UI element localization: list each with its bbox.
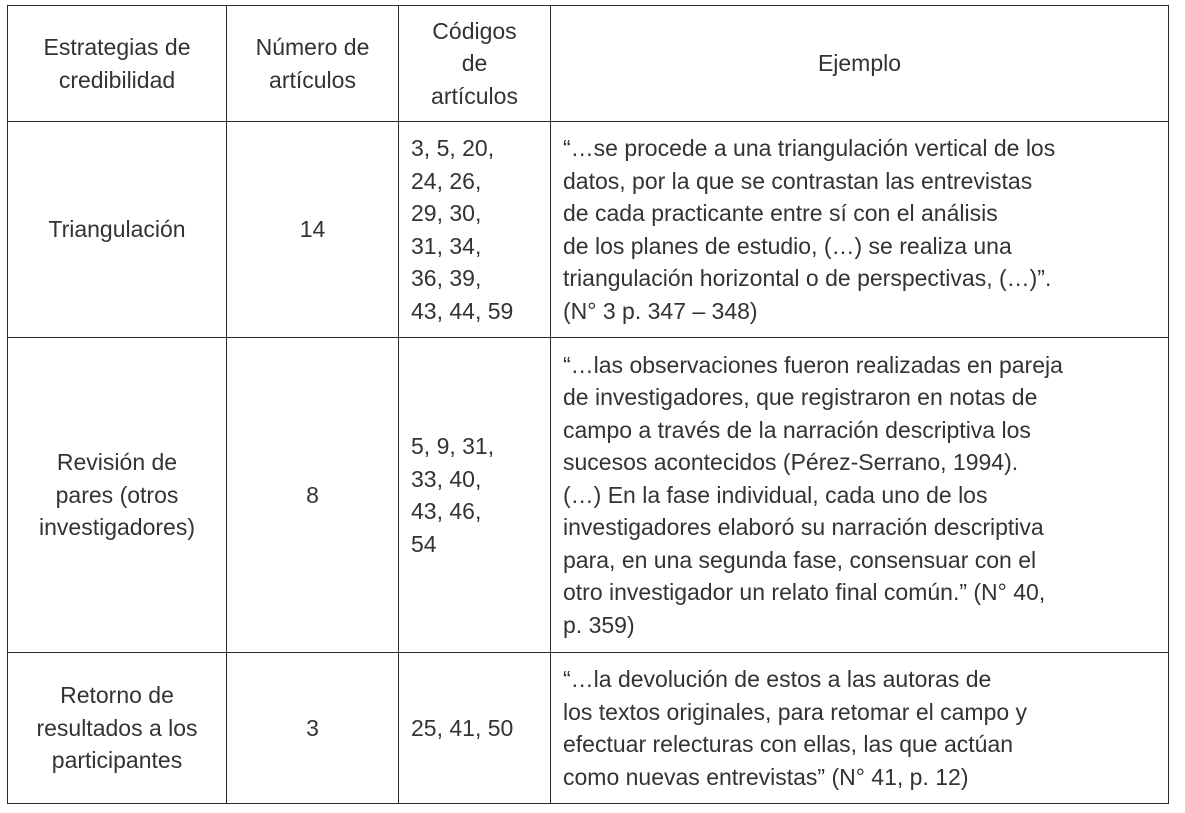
strategy-line: resultados a los xyxy=(36,714,198,741)
example-line: triangulación horizontal o de perspectivas, (…)”. xyxy=(563,265,1052,291)
header-example-line: Ejemplo xyxy=(817,50,902,77)
header-row xyxy=(8,6,1169,122)
count-cell: 3 xyxy=(227,653,399,804)
codes-line: 43, 44, 59 xyxy=(411,297,514,324)
strategy-cell xyxy=(8,653,227,804)
example-line: “…la devolución de estos a las autoras de xyxy=(563,666,992,692)
codes-line: 3, 5, 20, xyxy=(411,135,495,161)
example-cell xyxy=(551,122,1169,338)
example-cell xyxy=(551,653,1169,804)
example-line: (N° 3 p. 347 – 348) xyxy=(563,297,758,324)
table-row xyxy=(8,122,1169,338)
example-line: otro investigador un relato final común.” (N° 40, xyxy=(563,579,1046,606)
example-line: datos, por la que se contrastan las entrevistas xyxy=(563,167,1033,194)
codes-cell xyxy=(399,338,551,653)
example-line: p. 359) xyxy=(563,611,635,638)
example-line: los textos originales, para retomar el campo y xyxy=(563,698,1028,725)
codes-line: 29, 30, xyxy=(411,200,482,226)
codes-line: 54 xyxy=(411,530,437,557)
table-row xyxy=(8,653,1169,804)
strategy-line: pares (otros xyxy=(55,481,179,508)
codes-line: 25, 41, 50 xyxy=(411,714,514,741)
example-line: de investigadores, que registraron en notas de xyxy=(563,384,1038,411)
codes-line: 43, 46, xyxy=(411,498,482,524)
credibility-strategies-table xyxy=(7,5,1169,804)
header-codes xyxy=(399,6,551,122)
strategy-line: Triangulación xyxy=(48,216,186,243)
example-line: (…) En la fase individual, cada uno de los xyxy=(563,481,988,508)
example-line: “…las observaciones fueron realizadas en pareja xyxy=(563,351,1063,378)
count-cell: 8 xyxy=(227,338,399,653)
codes-cell xyxy=(399,122,551,338)
strategy-line: Revisión de xyxy=(56,449,178,476)
table-row xyxy=(8,338,1169,653)
example-line: sucesos acontecidos (Pérez-Serrano, 1994). xyxy=(563,449,1019,476)
example-cell xyxy=(551,338,1169,653)
example-line: de cada practicante entre sí con el análisis xyxy=(563,200,998,226)
count-cell: 14 xyxy=(227,122,399,338)
example-line: de los planes de estudio, (…) se realiza una xyxy=(563,232,1012,259)
header-strategy xyxy=(8,6,227,122)
example-line: efectuar relecturas con ellas, las que actúan xyxy=(563,731,1014,757)
codes-line: 5, 9, 31, xyxy=(411,433,495,459)
codes-line: 24, 26, xyxy=(411,167,482,194)
strategy-line: investigadores) xyxy=(39,514,195,541)
header-count-line: Número de xyxy=(255,34,370,60)
strategy-cell xyxy=(8,122,227,338)
example-line: campo a través de la narración descriptiva los xyxy=(563,416,1031,443)
header-codes-line: Códigos xyxy=(432,17,517,44)
header-strategy-line: Estrategias de xyxy=(43,34,191,60)
codes-line: 36, 39, xyxy=(411,265,482,291)
header-strategy-line: credibilidad xyxy=(58,66,176,93)
strategy-line: Retorno de xyxy=(60,682,174,709)
strategy-line: participantes xyxy=(51,747,183,774)
strategy-cell xyxy=(8,338,227,653)
header-count-line: artículos xyxy=(269,66,356,93)
example-line: como nuevas entrevistas” (N° 41, p. 12) xyxy=(563,763,969,790)
codes-cell xyxy=(399,653,551,804)
header-codes-line: de xyxy=(461,50,488,77)
header-codes-line: artículos xyxy=(431,82,518,109)
example-line: para, en una segunda fase, consensuar con el xyxy=(563,546,1037,573)
header-example xyxy=(551,6,1169,122)
example-line: “…se procede a una triangulación vertical de los xyxy=(563,135,1056,161)
codes-line: 31, 34, xyxy=(411,232,482,259)
example-line: investigadores elaboró su narración descriptiva xyxy=(563,514,1044,541)
header-count xyxy=(227,6,399,122)
codes-line: 33, 40, xyxy=(411,465,482,492)
